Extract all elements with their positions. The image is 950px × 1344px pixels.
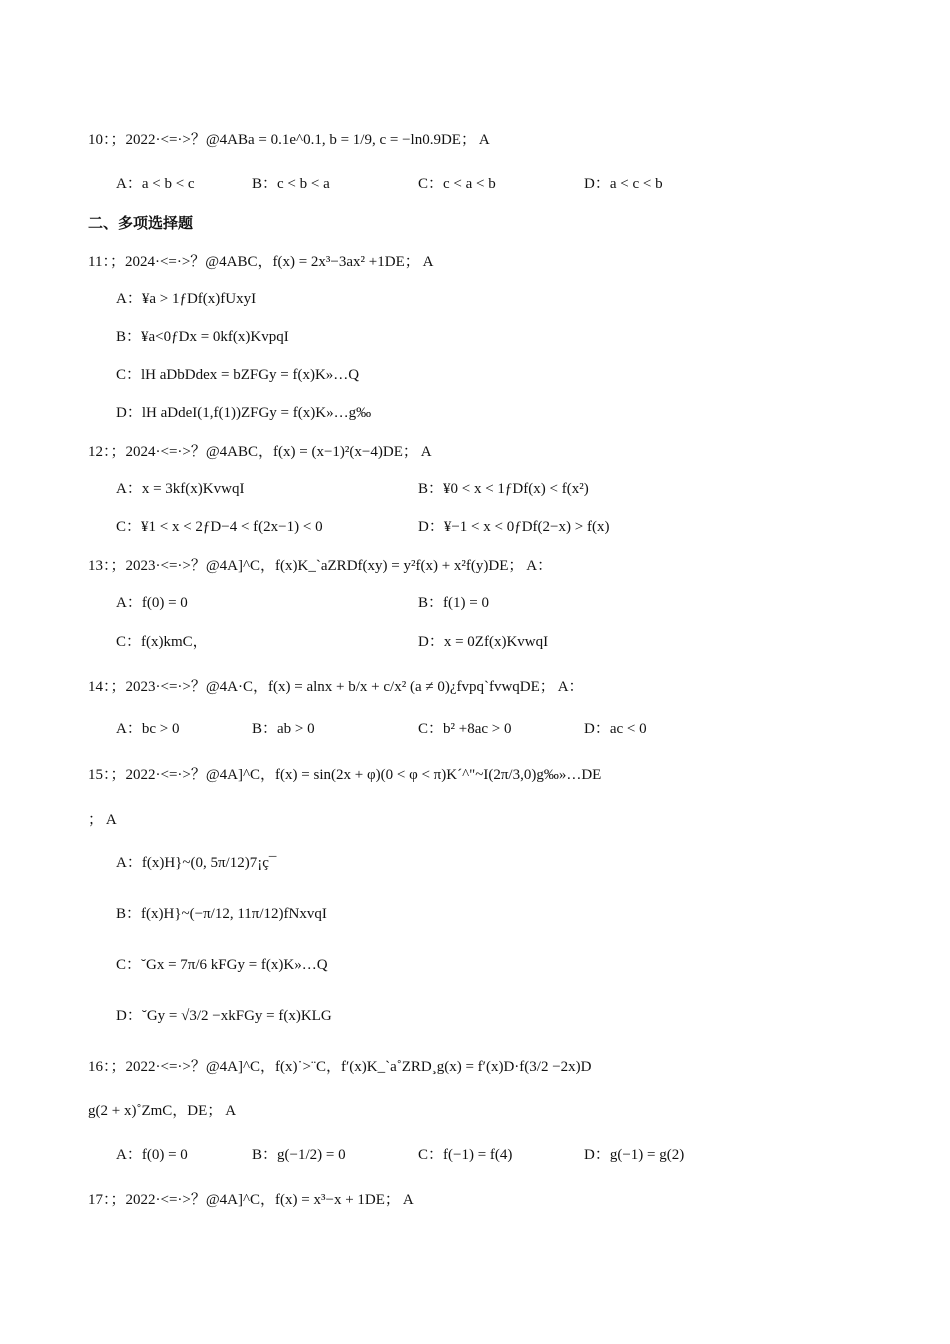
- question-15-stem: 15：；2022·<=·>？@4A]^C，f(x) = sin(2x + φ)(0 < φ < π)K´^"~I(2π/3,0)g‰»…DE: [88, 767, 602, 783]
- q11-option-a: A：¥a > 1ƒDf(x)fUxyI: [116, 291, 257, 307]
- q12-option-c: C：¥1 < x < 2ƒD−4 < f(2x−1) < 0: [116, 519, 323, 535]
- q16-option-d: D：g(−1) = g(2): [584, 1147, 685, 1163]
- q16-option-a: A：f(0) = 0: [116, 1147, 188, 1163]
- q14-option-b: B：ab > 0: [252, 721, 315, 737]
- q11-option-d: D：lH aDdeI(1,f(1))ZFGy = f(x)K»…g‰: [116, 405, 372, 421]
- q10-option-b: B：c < b < a: [252, 176, 330, 192]
- q10-option-d: D：a < c < b: [584, 176, 663, 192]
- q12-option-a: A：x = 3kf(x)KvwqI: [116, 481, 245, 497]
- q12-option-d: D：¥−1 < x < 0ƒDf(2−x) > f(x): [418, 519, 610, 535]
- q14-option-d: D：ac < 0: [584, 721, 647, 737]
- question-15-stem-continued: ； A: [88, 812, 117, 828]
- q15-option-a: A：f(x)H}~(0, 5π/12)7¡ç¯: [116, 855, 277, 871]
- question-12-stem: 12：；2024·<=·>？@4ABC，f(x) = (x−1)²(x−4)DE； A: [88, 444, 432, 460]
- question-14-stem: 14：；2023·<=·>？@4A·C，f(x) = alnx + b/x + c/x² (a ≠ 0)¿fvpq`fvwqDE； A：: [88, 679, 584, 695]
- section-title: 二、多项选择题: [88, 214, 194, 232]
- question-17-stem: 17：；2022·<=·>？@4A]^C，f(x) = x³−x + 1DE； A: [88, 1192, 414, 1208]
- q15-option-c: C：˘Gx = 7π/6 kFGy = f(x)K»…Q: [116, 957, 328, 973]
- q15-option-b: B：f(x)H}~(−π/12, 11π/12)fNxvqI: [116, 906, 327, 922]
- q16-option-c: C：f(−1) = f(4): [418, 1147, 513, 1163]
- q11-option-b: B：¥a<0ƒDx = 0kf(x)KvpqI: [116, 329, 289, 345]
- q14-option-c: C：b² +8ac > 0: [418, 721, 512, 737]
- question-11-stem: 11：；2024·<=·>？@4ABC，f(x) = 2x³−3ax² +1DE； A: [88, 254, 434, 270]
- q13-option-b: B：f(1) = 0: [418, 595, 489, 611]
- question-13-stem: 13：；2023·<=·>？@4A]^C，f(x)K_`aZRDf(xy) = y²f(x) + x²f(y)DE； A：: [88, 558, 553, 574]
- q12-option-b: B：¥0 < x < 1ƒDf(x) < f(x²): [418, 481, 589, 497]
- q13-option-c: C：f(x)kmC，: [116, 634, 208, 650]
- q13-option-a: A：f(0) = 0: [116, 595, 188, 611]
- q16-option-b: B：g(−1/2) = 0: [252, 1147, 346, 1163]
- q10-option-c: C：c < a < b: [418, 176, 496, 192]
- question-10-stem: 10：；2022·<=·>？@4ABa = 0.1e^0.1, b = 1/9, c = −ln0.9DE； A: [88, 132, 490, 148]
- q10-option-a: A：a < b < c: [116, 176, 195, 192]
- question-16-stem-continued: g(2 + x)˚ZmC，DE； A: [88, 1103, 237, 1119]
- question-16-stem: 16：；2022·<=·>？@4A]^C，f(x)˙>¨C，f′(x)K_`a˚ZRD¸g(x) = f′(x)D·f(3/2 −2x)D: [88, 1059, 592, 1075]
- q15-option-d: D：˘Gy = √3/2 −xkFGy = f(x)KLG: [116, 1008, 332, 1024]
- q13-option-d: D：x = 0Zf(x)KvwqI: [418, 634, 549, 650]
- q14-option-a: A：bc > 0: [116, 721, 180, 737]
- q11-option-c: C：lH aDbDdex = bZFGy = f(x)K»…Q: [116, 367, 360, 383]
